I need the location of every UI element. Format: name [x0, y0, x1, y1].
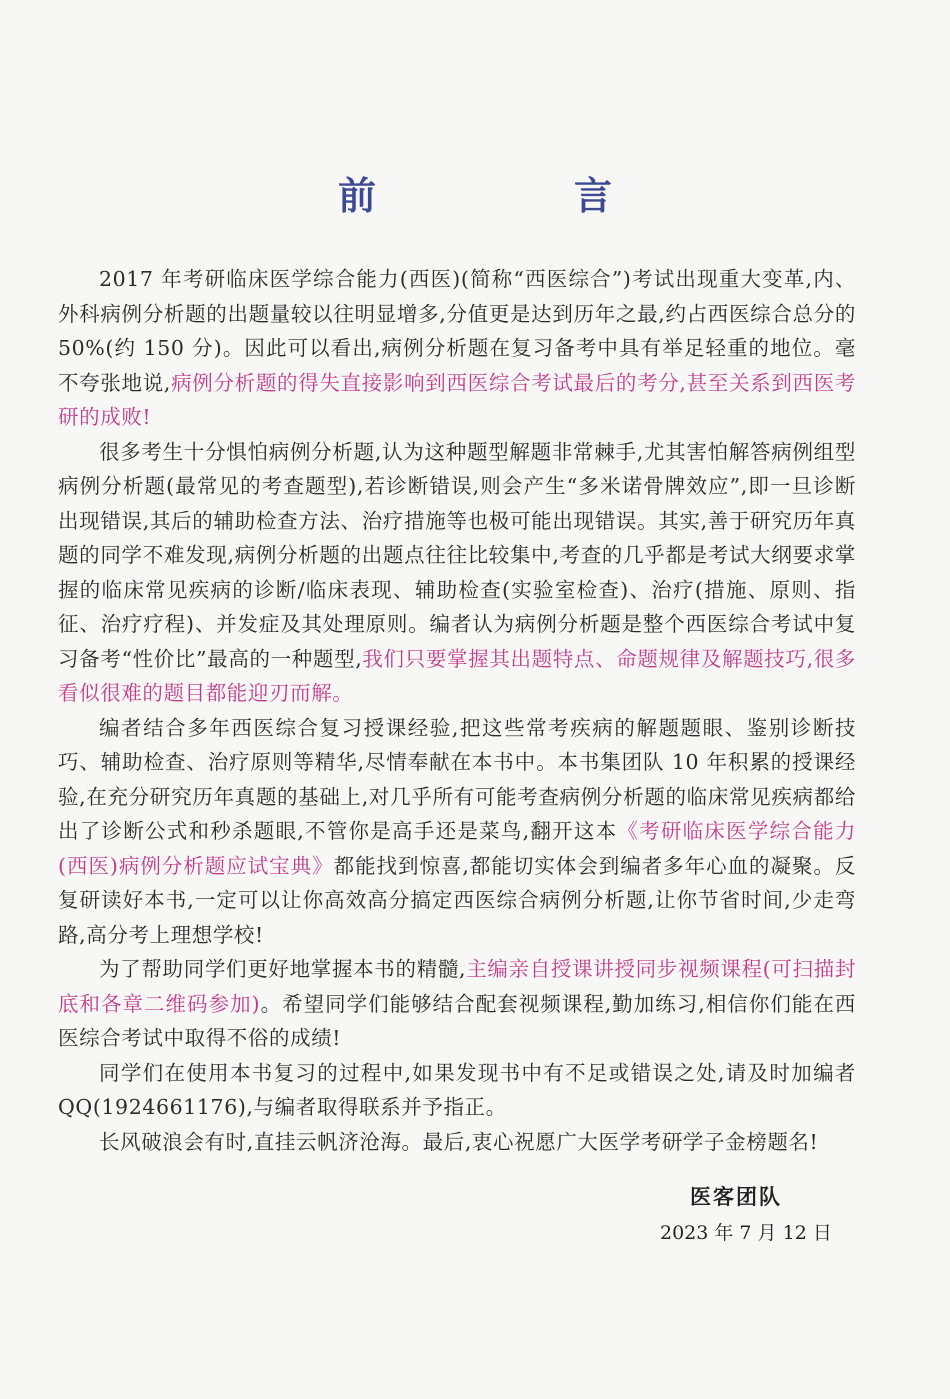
- paragraph-5: 同学们在使用本书复习的过程中,如果发现书中有不足或错误之处,请及时加编者 QQ(1924661176),与编者取得联系并予指正。: [58, 1060, 856, 1119]
- paragraph-4: 为了帮助同学们更好地掌握本书的精髓,主编亲自授课讲授同步视频课程(可扫描封底和各章二维码参加)。希望同学们能够结合配套视频课程,勤加练习,相信你们能在西医综合考试中取得不俗的成绩!: [58, 957, 856, 1050]
- paragraph-2: 很多考生十分惧怕病例分析题,认为这种题型解题非常棘手,尤其害怕解答病例组型病例分析题(最常见的考查题型),若诊断错误,则会产生“多米诺骨牌效应”,即一旦诊断出现错误,其后的辅助检查方法、治疗措施等也极可能出现错误。其实,善于研究历年真题的同学不难发现,病例分析题的出题点往往比较集中,考查的几乎都是考试大纲要求掌握的临床常见疾病的诊断/临床表现、辅助检查(实验室检查)、治疗(措施、原则、指征、治疗疗程)、并发症及其处理原则。编者认为病例分析题是整个西医综合考试中复习备考“性价比”最高的一种题型,我们只要掌握其出题特点、命题规律及解题技巧,很多看似很难的题目都能迎刃而解。: [58, 439, 857, 705]
- signature: 医客团队: [690, 1185, 782, 1209]
- paragraph-6: 长风破浪会有时,直挂云帆济沧海。最后,衷心祝愿广大医学考研学子金榜题名!: [99, 1129, 819, 1154]
- preface-body: [58, 262, 856, 1159]
- highlight-text: 主编亲自授课讲授同步视频课程(可扫描封底和各章二维码参加): [58, 957, 856, 1016]
- highlight-text: 《考研临床医学综合能力(西医)病例分析题应试宝典》: [58, 819, 856, 878]
- date: 2023 年 7 月 12 日: [660, 1222, 832, 1244]
- highlight-text: 我们只要掌握其出题特点、命题规律及解题技巧,很多看似很难的题目都能迎刃而解。: [58, 646, 857, 705]
- paragraph-1: 2017 年考研临床医学综合能力(西医)(简称“西医综合”)考试出现重大变革,内、外科病例分析题的出题量较以往明显增多,分值更是达到历年之最,约占西医综合总分的50%(约 150 分)。因此可以看出,病例分析题在复习备考中具有举足轻重的地位。毫不夸张地说,病例分析题的得失直接影响到西医综合考试最后的考分,甚至关系到西医考研的成败!: [58, 267, 856, 429]
- page-title: 前 言: [337, 174, 692, 218]
- highlight-text: 病例分析题的得失直接影响到西医综合考试最后的考分,甚至关系到西医考研的成败!: [58, 370, 856, 429]
- paragraph-3: 编者结合多年西医综合复习授课经验,把这些常考疾病的解题题眼、鉴别诊断技巧、辅助检查、治疗原则等精华,尽情奉献在本书中。本书集团队 10 年积累的授课经验,在充分研究历年真题的基础上,对几乎所有可能考查病例分析题的临床常见疾病都给出了诊断公式和秒杀题眼,不管你是高手还是菜鸟,翻开这本《考研临床医学综合能力(西医)病例分析题应试宝典》都能找到惊喜,都能切实体会到编者多年心血的凝聚。反复研读好本书,一定可以让你高效高分搞定西医综合病例分析题,让你节省时间,少走弯路,高分考上理想学校!: [58, 715, 856, 947]
